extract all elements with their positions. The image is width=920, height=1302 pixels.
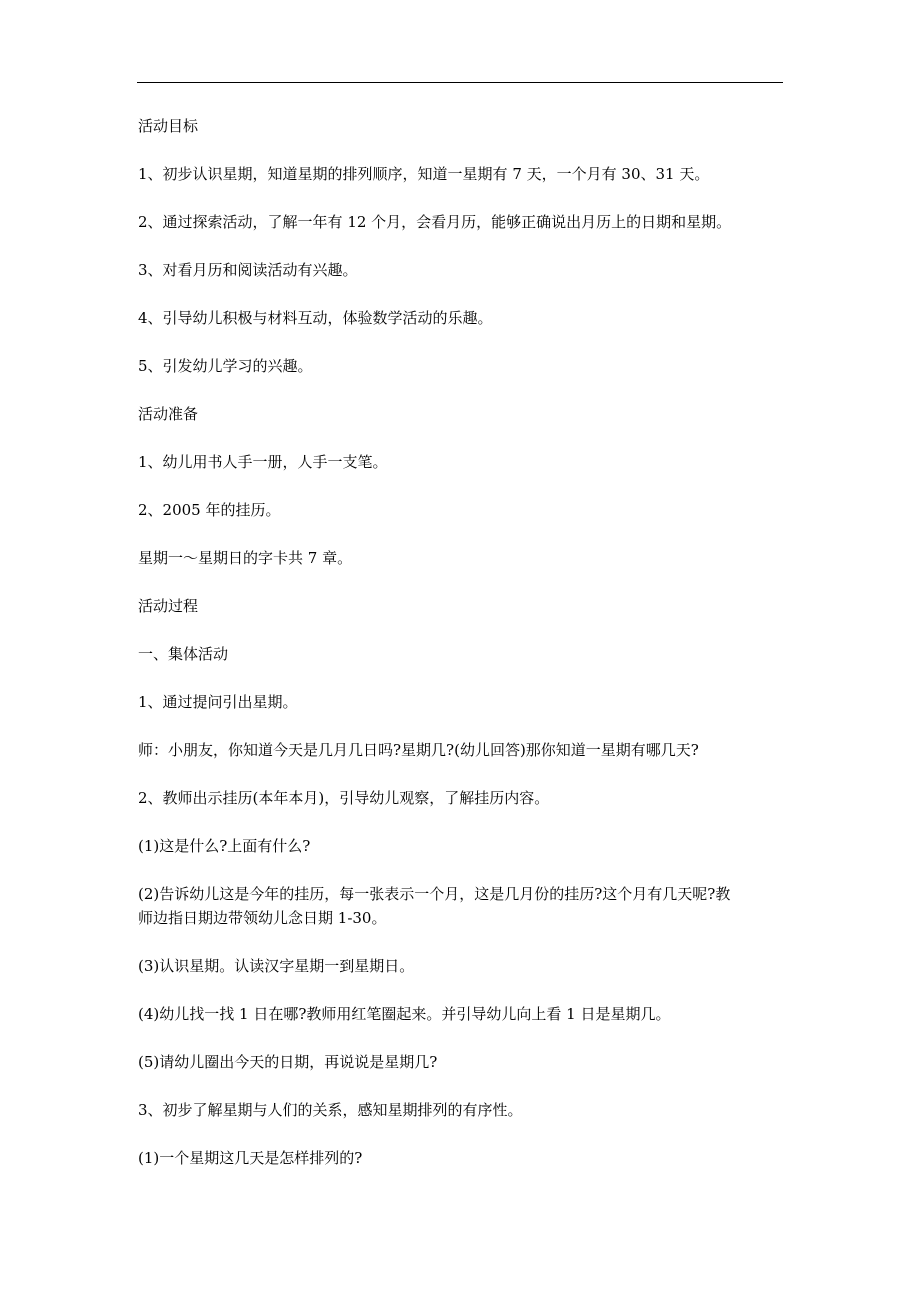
process-step-2: 2、教师出示挂历(本年本月)，引导幼儿观察，了解挂历内容。 (138, 789, 550, 807)
teacher-dialogue: 师：小朋友，你知道今天是几月几日吗?星期几?(幼儿回答)那你知道一星期有哪几天? (138, 741, 699, 759)
process-substep-2-line-2: 师边指日期边带领幼儿念日期 1-30。 (138, 909, 387, 927)
process-substep-5: (5)请幼儿圈出今天的日期，再说说是星期几? (138, 1053, 438, 1071)
goal-item-3: 3、对看月历和阅读活动有兴趣。 (138, 261, 358, 279)
preparation-item-2: 2、2005 年的挂历。 (138, 501, 281, 519)
process-step-3-substep-1: (1)一个星期这几天是怎样排列的? (138, 1149, 363, 1167)
header-rule (137, 82, 783, 83)
section-heading-preparation: 活动准备 (138, 405, 199, 423)
process-subheading-group-activity: 一、集体活动 (138, 645, 229, 663)
process-substep-2-line-1: (2)告诉幼儿这是今年的挂历，每一张表示一个月，这是几月份的挂历?这个月有几天呢?教 (138, 885, 731, 903)
process-step-3: 3、初步了解星期与人们的关系，感知星期排列的有序性。 (138, 1101, 523, 1119)
process-substep-2 (138, 882, 784, 930)
process-substep-4: (4)幼儿找一找 1 日在哪?教师用红笔圈起来。并引导幼儿向上看 1 日是星期几。 (138, 1005, 671, 1023)
goal-item-4: 4、引导幼儿积极与材料互动，体验数学活动的乐趣。 (138, 309, 493, 327)
section-heading-process: 活动过程 (138, 597, 199, 615)
goal-item-5: 5、引发幼儿学习的兴趣。 (138, 357, 313, 375)
document-body (138, 114, 784, 1194)
goal-item-1: 1、初步认识星期，知道星期的排列顺序，知道一星期有 7 天，一个月有 30、31 天。 (138, 165, 710, 183)
process-step-1: 1、通过提问引出星期。 (138, 693, 298, 711)
goal-item-2: 2、通过探索活动，了解一年有 12 个月，会看月历，能够正确说出月历上的日期和星期。 (138, 213, 732, 231)
preparation-item-1: 1、幼儿用书人手一册，人手一支笔。 (138, 453, 388, 471)
section-heading-goals: 活动目标 (138, 117, 199, 135)
preparation-item-3: 星期一～星期日的字卡共 7 章。 (138, 549, 353, 567)
process-substep-3: (3)认识星期。认读汉字星期一到星期日。 (138, 957, 415, 975)
process-substep-1: (1)这是什么?上面有什么? (138, 837, 311, 855)
